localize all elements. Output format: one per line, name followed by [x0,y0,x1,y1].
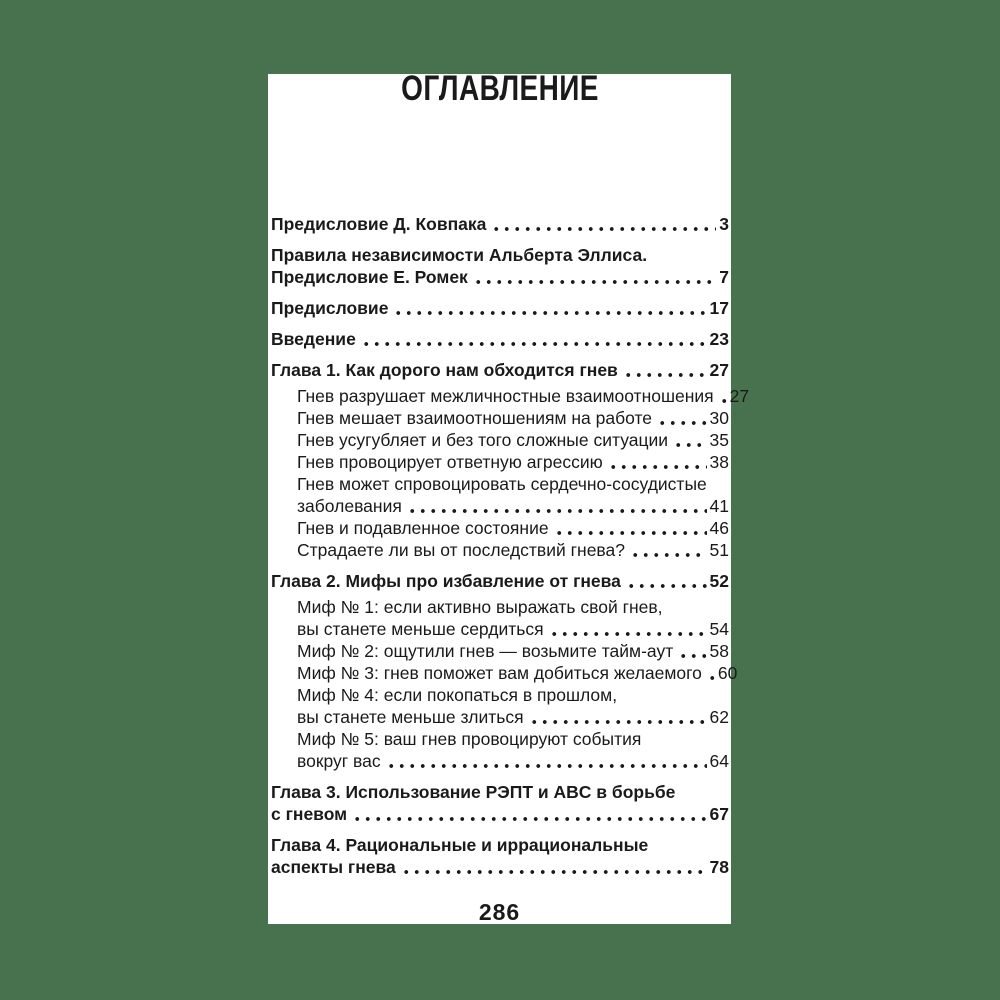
toc-entry-text: Введение [271,329,356,349]
toc-row [271,834,729,856]
toc-page-number: 64 [709,751,729,771]
toc-row [271,596,729,618]
toc-entry-text: вы станете меньше злиться [297,707,524,727]
dot-leader [361,328,707,350]
toc-entry-text: Глава 2. Мифы про избавление от гнева [271,571,621,591]
dot-leader [407,495,707,517]
toc-title: ОГЛАВЛЕНИЕ [401,69,599,108]
toc-row [271,539,729,561]
toc-entry-text: вы станете меньше сердиться [297,619,544,639]
toc-page-number: 46 [709,518,729,538]
dot-leader [657,407,707,429]
toc-page-number: 78 [709,857,729,877]
toc-row [271,495,729,517]
toc-list [271,213,750,878]
toc-entry-text: Миф № 1: если активно выражать свой гнев, [297,597,663,617]
toc-row [271,429,729,451]
dot-leader [473,266,716,288]
toc-page-number: 27 [709,360,729,380]
toc-entry-text: Глава 4. Рациональные и иррациональные [271,835,649,855]
toc-row [271,517,729,539]
toc-row [271,359,729,381]
toc-page-number: 30 [709,408,729,428]
toc-page-number: 67 [709,804,729,824]
toc-row [271,750,729,772]
toc-page-number: 60 [717,663,738,683]
toc-page-number: 62 [709,707,729,727]
dot-leader [529,706,707,728]
toc-page-number: 54 [709,619,729,639]
dot-leader [393,297,706,319]
toc-entry-text: Гнев разрушает межличностные взаимоотношения [297,386,714,406]
toc-page-number: 17 [709,298,729,318]
dot-leader [491,213,716,235]
toc-entry-text: Миф № 3: гнев поможет вам добиться желаемого [297,663,702,683]
toc-row [271,856,729,878]
dot-leader [554,517,707,539]
toc-entry-text: аспекты гнева [271,857,396,877]
toc-entry-text: Гнев провоцирует ответную агрессию [297,452,603,472]
toc-entry-text: Глава 3. Использование РЭПТ и ABC в борьбе [271,782,676,802]
toc-row [271,728,729,750]
toc-entry-text: Миф № 5: ваш гнев провоцируют события [297,729,642,749]
toc-entry-text: вокруг вас [297,751,381,771]
page-number-footer: 286 [478,899,521,925]
toc-page-number: 58 [709,641,729,661]
dot-leader [401,856,707,878]
toc-page-number: 35 [709,430,729,450]
toc-entry-text: Гнев может спровоцировать сердечно-сосудистые [297,474,707,494]
toc-entry-text: с гневом [271,804,348,824]
toc-row [271,328,729,350]
toc-row [271,297,729,319]
toc-row [271,640,729,662]
dot-leader [549,618,707,640]
toc-entry-text: Гнев усугубляет и без того сложные ситуации [297,430,669,450]
dot-leader [630,539,707,561]
toc-page-number: 23 [709,329,729,349]
toc-entry-text: Предисловие [271,298,389,318]
toc-row [271,684,729,706]
dot-leader [719,385,727,407]
toc-row [271,385,750,407]
toc-entry-text: Глава 1. Как дорого нам обходится гнев [271,360,618,380]
toc-entry-text: Гнев и подавленное состояние [297,518,549,538]
book-page [268,69,750,925]
dot-leader [623,359,707,381]
toc-entry-text: заболевания [297,496,402,516]
dot-leader [626,570,707,592]
dot-leader [352,803,706,825]
toc-row [271,781,729,803]
toc-row [271,662,738,684]
toc-page-number: 38 [709,452,729,472]
toc-row [271,213,729,235]
toc-entry-text: Миф № 2: ощутили гнев — возьмите тайм-аут [297,641,674,661]
dot-leader [386,750,707,772]
toc-page-number: 51 [709,540,729,560]
toc-row [271,618,729,640]
toc-row [271,244,729,266]
toc-page-number: 52 [709,571,729,591]
toc-entry-text: Предисловие Е. Ромек [271,267,468,287]
dot-leader [707,662,715,684]
toc-row [271,407,729,429]
toc-page-number: 27 [729,386,750,406]
toc-row [271,803,729,825]
toc-entry-text: Правила независимости Альберта Эллиса. [271,245,648,265]
toc-row [271,473,729,495]
dot-leader [673,429,706,451]
dot-leader [608,451,707,473]
toc-entry-text: Страдаете ли вы от последствий гнева? [297,540,625,560]
toc-entry-text: Миф № 4: если покопаться в прошлом, [297,685,618,705]
toc-page-number: 41 [709,496,729,516]
toc-row [271,266,729,288]
toc-page-number: 7 [719,267,729,287]
toc-row [271,451,729,473]
toc-entry-text: Предисловие Д. Ковпака [271,214,487,234]
toc-entry-text: Гнев мешает взаимоотношениям на работе [297,408,652,428]
toc-row [271,706,729,728]
dot-leader [678,640,706,662]
toc-row [271,570,729,592]
toc-page-number: 3 [719,214,729,234]
